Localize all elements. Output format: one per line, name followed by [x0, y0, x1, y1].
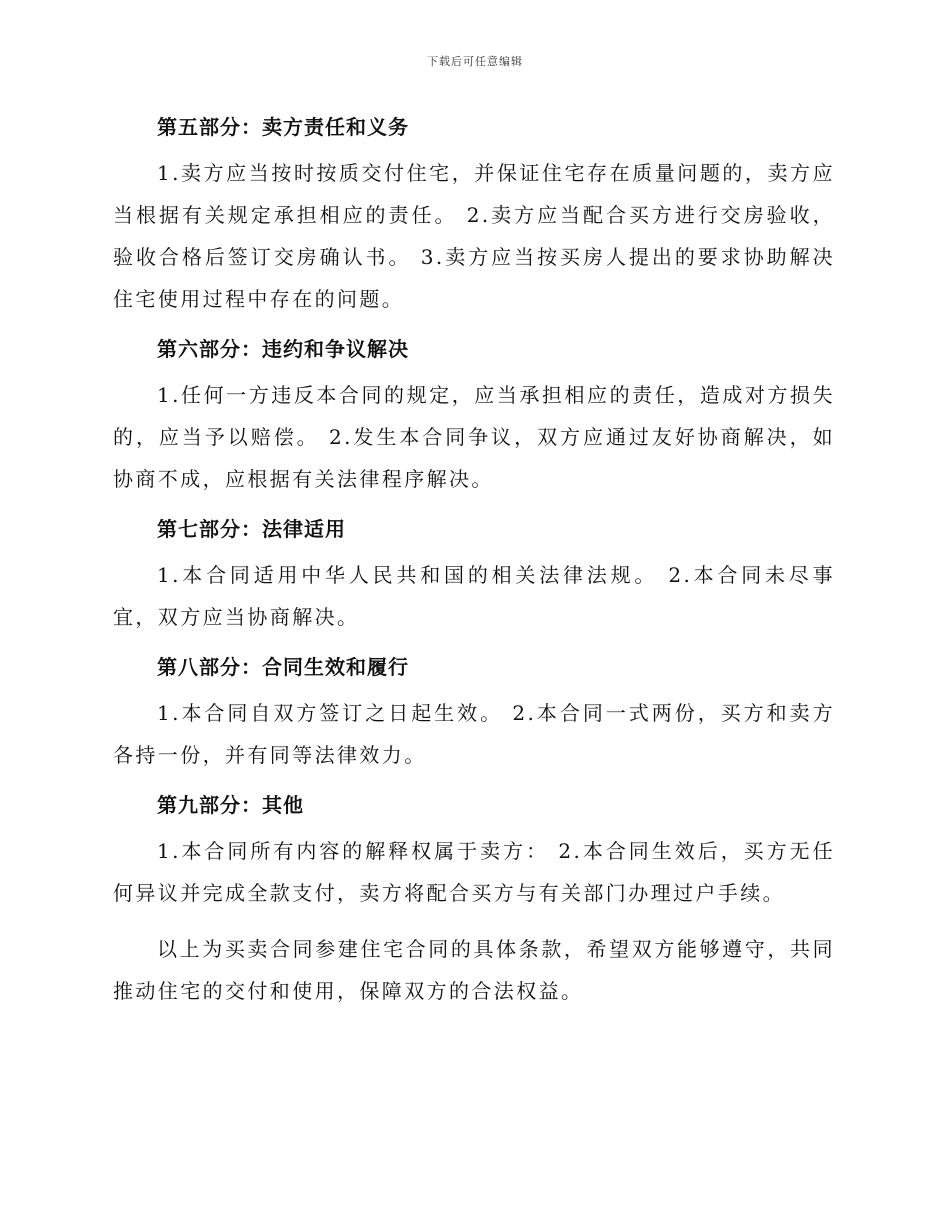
section-heading: 第七部分：法律适用 — [157, 517, 346, 541]
section-paragraph: 1.任何一方违反本合同的规定，应当承担相应的责任，造成对方损失的，应当予以赔偿。 2.发生本合同争议，双方应通过友好协商解决，如协商不成，应根据有关法律程序解决。 — [113, 383, 835, 491]
section-paragraph: 1.卖方应当按时按质交付住宅，并保证住宅存在质量问题的，卖方应当根据有关规定承担相应的责任。 2.卖方应当配合买方进行交房验收，验收合格后签订交房确认书。 3.卖方应当按买房人提出的要求协助解决住宅使用过程中存在的问题。 — [113, 161, 835, 311]
section-paragraph: 1.本合同所有内容的解释权属于卖方： 2.本合同生效后，买方无任何异议并完成全款支付，卖方将配合买方与有关部门办理过户手续。 — [113, 839, 835, 905]
section-heading: 第九部分：其他 — [157, 793, 304, 817]
section-heading: 第八部分：合同生效和履行 — [157, 655, 409, 679]
section-paragraph: 1.本合同适用中华人民共和国的相关法律法规。 2.本合同未尽事宜，双方应当协商解决。 — [113, 563, 835, 629]
section-8 — [113, 648, 835, 776]
section-heading: 第五部分：卖方责任和义务 — [157, 115, 409, 139]
section-6 — [113, 330, 835, 500]
section-5 — [113, 108, 835, 320]
document-body — [113, 108, 835, 1022]
page-header: 下载后可任意编辑 — [427, 55, 523, 68]
section-7 — [113, 510, 835, 638]
section-heading: 第六部分：违约和争议解决 — [157, 337, 409, 361]
section-paragraph: 1.本合同自双方签订之日起生效。 2.本合同一式两份，买方和卖方各持一份，并有同等法律效力。 — [113, 701, 835, 767]
section-9 — [113, 786, 835, 914]
closing-paragraph: 以上为买卖合同参建住宅合同的具体条款，希望双方能够遵守，共同推动住宅的交付和使用，保障双方的合法权益。 — [113, 937, 835, 1003]
